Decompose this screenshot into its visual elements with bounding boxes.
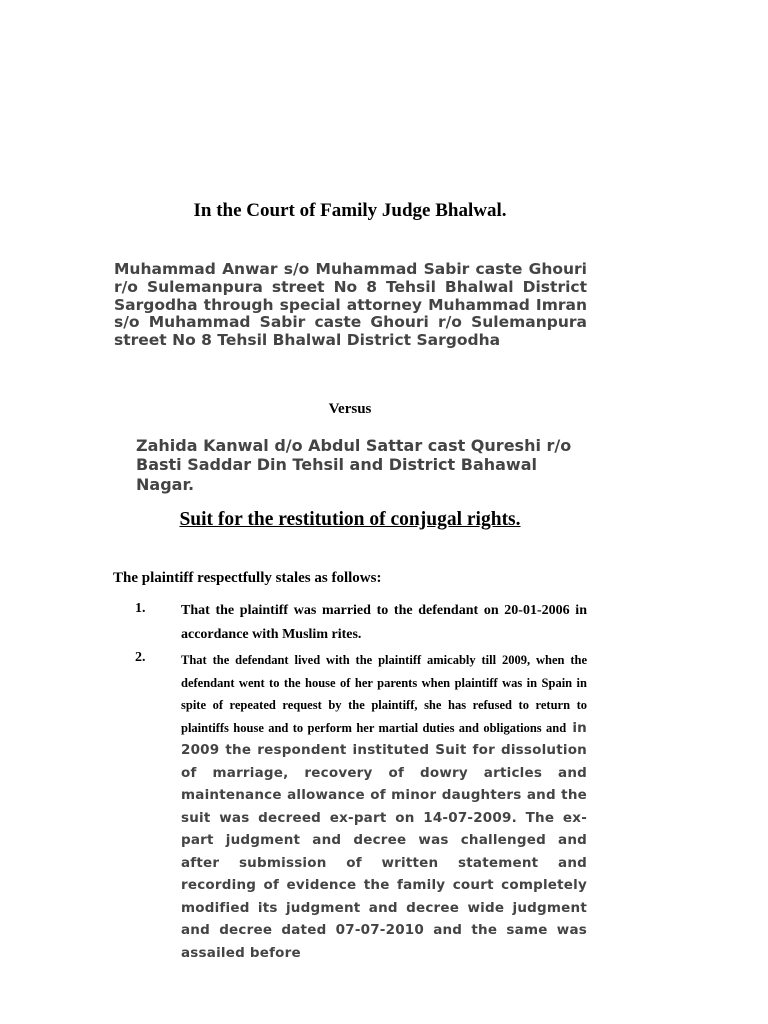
suit-title: Suit for the restitution of conjugal rights. bbox=[179, 509, 521, 530]
defendant-details: Zahida Kanwal d/o Abdul Sattar cast Qureshi r/o Basti Saddar Din Tehsil and District Bahawal Nagar. bbox=[136, 436, 572, 494]
item-number: 1. bbox=[135, 601, 146, 616]
item-text-serif: That the defendant lived with the plaintiff amicably till 2009, when the defendant went to the house of her parents when plaintiff was in Spain in spite of repeated request by the plaintiff, she has refused to return to plaintiffs house and to perform her martial duties and obligations and bbox=[181, 653, 587, 735]
item-text bbox=[181, 649, 587, 964]
item-text: That the plaintiff was married to the defendant on 20-01-2006 in accordance with Muslim rites. bbox=[181, 603, 587, 642]
court-title: In the Court of Family Judge Bhalwal. bbox=[193, 200, 507, 221]
intro-statement: The plaintiff respectfully stales as follows: bbox=[113, 570, 382, 586]
item-number: 2. bbox=[135, 650, 146, 665]
versus-label: Versus bbox=[328, 401, 372, 417]
plaintiff-details: Muhammad Anwar s/o Muhammad Sabir caste Ghouri r/o Sulemanpura street No 8 Tehsil Bhalwal District Sargodha through special attorney Muhammad Imran s/o Muhammad Sabir caste Ghouri r/o Sulemanpura street No 8 Tehsil Bhalwal District Sargodha bbox=[114, 260, 587, 350]
item-text-sans: in 2009 the respondent instituted Suit for dissolution of marriage, recovery of dowry articles and maintenance allowance of minor daughters and the suit was decreed ex-part on 14-07-2009. The ex-part judgment and decree was challenged and after submission of written statement and recording of evidence the family court completely modified its judgment and decree wide judgment and decree dated 07-07-2010 and the same was assailed before bbox=[181, 719, 587, 961]
